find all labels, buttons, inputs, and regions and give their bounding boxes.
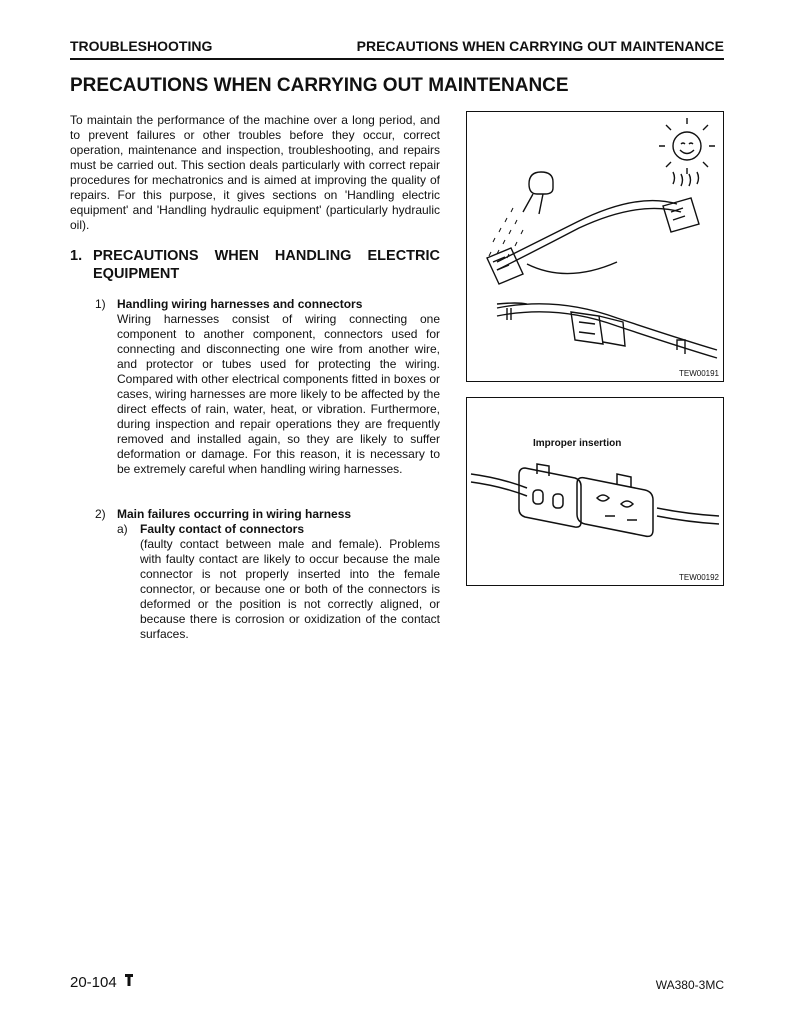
revision-mark-icon bbox=[124, 972, 134, 988]
item-number: 1) bbox=[95, 297, 106, 311]
figure-improper-insertion bbox=[466, 397, 724, 586]
sub-item-heading: Faulty contact of connectors bbox=[140, 522, 305, 536]
running-header bbox=[70, 36, 724, 60]
item-heading: Handling wiring harnesses and connectors bbox=[117, 297, 363, 311]
figure-code: TEW00191 bbox=[678, 369, 719, 378]
sub-item-text: (faulty contact between male and female). Problems with faulty contact are likely to occur because the male connector is not properly inserted into the female connector, or because one or both of the connectors is deformed or the position is not correctly aligned, or because there is corrosion or oxidization of the contact surfaces. bbox=[140, 537, 440, 641]
model-code: WA380-3MC bbox=[655, 978, 724, 992]
header-topic: PRECAUTIONS WHEN CARRYING OUT MAINTENANCE bbox=[356, 38, 724, 54]
item-number: 2) bbox=[95, 507, 106, 521]
figure-wiring-environment bbox=[466, 111, 724, 382]
item-text: Wiring harnesses consist of wiring connecting one component to another component, connectors used for connecting and disconnecting one wire from another wire, and protector or tubes used for protecting the wiring. Compared with other electrical components fitted in boxes or cases, wiring harnesses are more likely to be affected by the direct effects of rain, water, heat, or vibration. Furthermore, during inspection and repair operations they are frequently removed and installed again, so they are likely to suffer deformation or damage. For this reason, it is necessary to be extremely careful when handling wiring harnesses. bbox=[117, 312, 440, 476]
figure-code: TEW00192 bbox=[678, 573, 719, 582]
sub-item-number: a) bbox=[117, 522, 128, 536]
connector-illustration bbox=[467, 398, 723, 585]
section-number: 1. bbox=[70, 248, 83, 264]
page-number: 20-104 bbox=[70, 974, 117, 991]
section-title: PRECAUTIONS WHEN HANDLING ELECTRIC EQUIPMENT bbox=[93, 248, 440, 282]
header-section: TROUBLESHOOTING bbox=[70, 38, 213, 54]
item-heading: Main failures occurring in wiring harness bbox=[117, 507, 352, 521]
figure-label: Improper insertion bbox=[533, 438, 622, 449]
intro-paragraph: To maintain the performance of the machine over a long period, and to prevent failures or other troubles before they occur, correct operation, maintenance and inspection, troubleshooting, and repairs must be carried out. This section deals particularly with correct repair procedures for mechatronics and is aimed at improving the quality of repairs. For this purpose, it gives sections on 'Handling electric equipment' and 'Handling hydraulic equipment' (particularly hydraulic oil). bbox=[70, 113, 440, 232]
page-title: PRECAUTIONS WHEN CARRYING OUT MAINTENANCE bbox=[70, 75, 569, 96]
harness-weather-illustration bbox=[467, 112, 723, 381]
